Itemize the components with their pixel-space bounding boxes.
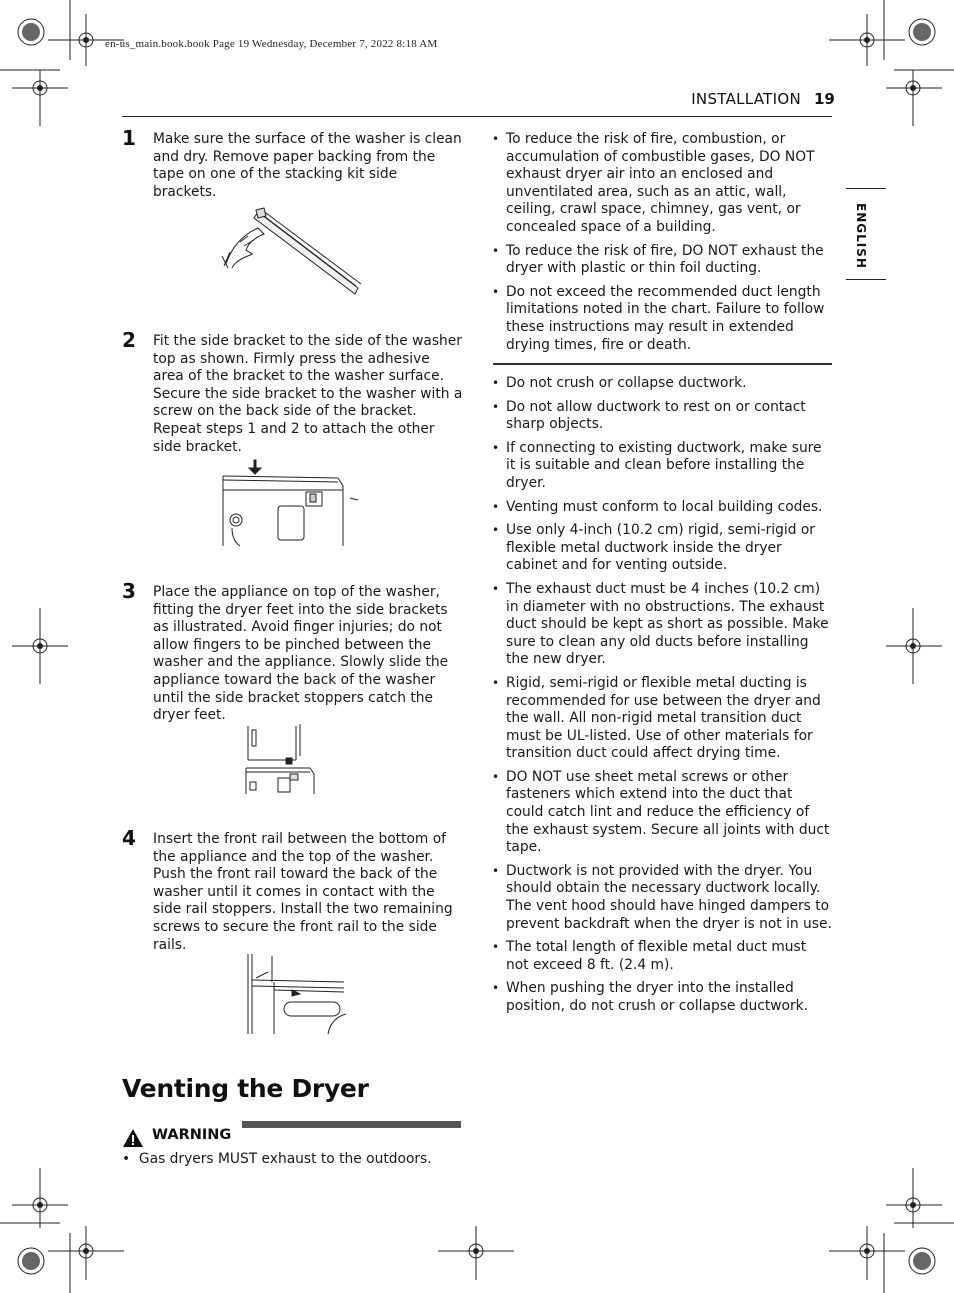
section-title: Venting the Dryer [122,1074,369,1103]
list-item: • When pushing the dryer into the installed position, do not crush or collapse ductwork. [491,980,833,1015]
warning-rule [242,1121,461,1128]
list-item: • Rigid, semi-rigid or flexible metal ducting is recommended for use between the dryer and the wall. All non-rigid metal transition duct must be UL-listed. Use of other materials for transition duct could affect drying time. [491,675,833,763]
warning-bullet-list [491,131,833,360]
step-text: Make sure the surface of the washer is clean and dry. Remove paper backing from the tape on one of the stacking kit side brackets. [153,131,462,200]
list-item: • If connecting to existing ductwork, make sure it is suitable and clean before installing the dryer. [491,440,833,493]
list-item: • Do not crush or collapse ductwork. [491,375,833,393]
step-number: 2 [122,328,136,352]
list-item: • The total length of flexible metal duct must not exceed 8 ft. (2.4 m). [491,939,833,974]
step-number: 3 [122,579,136,603]
step-text: Place the appliance on top of the washer, fitting the dryer feet into the side brackets as illustrated. Avoid finger injuries; do not allow fingers to be pinched between the washer and the appliance. Slowly slide the appliance toward the back of the washer until the side bracket stoppers catch the dryer feet. [153,584,449,724]
list-item: • The exhaust duct must be 4 inches (10.2 cm) in diameter with no obstructions. The exhaust duct should be kept as short as possible. Make sure to clean any old ducts before installing the new dryer. [491,581,833,669]
warning-triangle-icon [122,1128,144,1148]
illustration-peel-tape [218,204,363,299]
list-item: • Venting must conform to local building codes. [491,499,833,517]
step-text: Fit the side bracket to the side of the washer top as shown. Firmly press the adhesive area of the bracket to the washer surface. Secure the side bracket to the washer with a screw on the back side of the bracket. Repeat steps 1 and 2 to attach the other side bracket. [153,333,463,455]
page-number: 19 [814,90,835,108]
list-item: • DO NOT use sheet metal screws or other fasteners which extend into the duct that could catch lint and reduce the efficiency of the exhaust system. Secure all joints with duct tape. [491,769,833,857]
list-item: • Ductwork is not provided with the dryer. You should obtain the necessary ductwork locally. The vent hood should have hinged dampers to prevent backdraft when the dryer is not in use. [491,863,833,933]
step-number: 4 [122,826,136,850]
illustration-side-bracket [218,456,363,548]
list-item: • Use only 4-inch (10.2 cm) rigid, semi-rigid or flexible metal ductwork inside the dryer cabinet and for venting outside. [491,522,833,575]
section-header: INSTALLATION [691,90,801,108]
section-divider [493,363,832,365]
print-slug: en-us_main.book.book Page 19 Wednesday, December 7, 2022 8:18 AM [105,38,438,50]
language-tab [846,188,886,280]
language-tab-label: ENGLISH [854,203,868,269]
step-number: 1 [122,126,136,150]
list-item: • To reduce the risk of fire, combustion, or accumulation of combustible gases, DO NOT exhaust dryer air into an enclosed and unventilated area, such as an attic, wall, ceiling, crawl space, chimney, gas vent, or concealed space of a building. [491,131,833,237]
list-item: • Do not allow ductwork to rest on or contact sharp objects. [491,399,833,434]
gas-dryer-text: Gas dryers MUST exhaust to the outdoors. [138,1151,432,1167]
illustration-place-dryer [244,724,316,796]
step-text: Insert the front rail between the bottom of the appliance and the top of the washer. Push the front rail toward the back of the washer until it comes in contact with the side rail stoppers. Install the two remaining screws to secure the front rail to the side rails. [153,831,453,953]
ductwork-bullet-list [491,375,833,1022]
warning-label: WARNING [152,1127,232,1143]
list-item: • Do not exceed the recommended duct length limitations noted in the chart. Failure to follow these instructions may result in extended drying times, fire or death. [491,284,833,354]
header-rule [122,116,832,117]
list-item: • To reduce the risk of fire, DO NOT exhaust the dryer with plastic or thin foil ducting. [491,243,833,278]
illustration-front-rail [244,952,348,1037]
gas-dryer-bullet: • Gas dryers MUST exhaust to the outdoors. [122,1151,432,1167]
